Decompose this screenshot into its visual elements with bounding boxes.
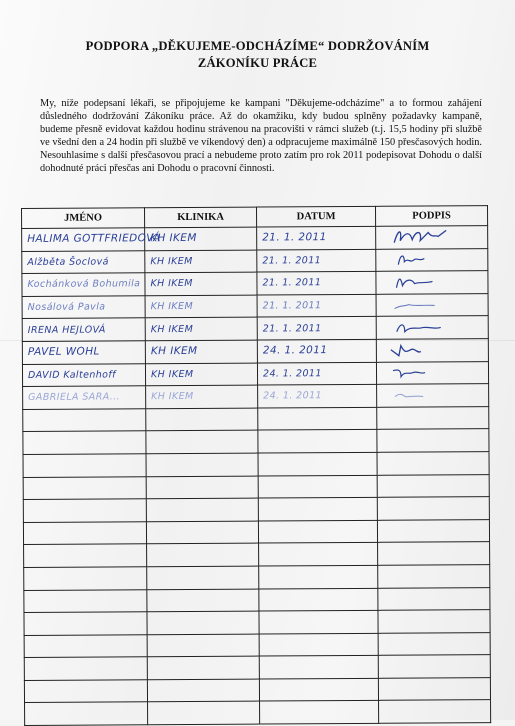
empty-cell [377, 452, 489, 475]
empty-cell [146, 521, 258, 544]
row-clinic: KH IKEM [150, 368, 194, 381]
row-date: 21. 1. 2011 [262, 231, 327, 244]
empty-table-row [23, 406, 489, 431]
row-clinic: KH IKEM [150, 323, 194, 335]
empty-cell [378, 610, 490, 633]
row-name: GABRIELA SARA... [28, 391, 121, 404]
empty-cell [258, 407, 377, 430]
signature [377, 384, 489, 407]
table-row [22, 339, 488, 364]
empty-cell [377, 429, 489, 452]
empty-cell [147, 679, 259, 702]
empty-cell [378, 565, 490, 588]
title-line-2: ZÁKONÍKU PRÁCE [197, 56, 318, 70]
empty-cell [259, 656, 378, 679]
empty-cell [23, 499, 146, 522]
empty-cell [259, 565, 378, 588]
empty-cell [23, 408, 146, 431]
signature [376, 361, 488, 384]
empty-cell [148, 702, 260, 725]
header-klinika: KLINIKA [145, 207, 257, 228]
empty-cell [258, 452, 377, 475]
table-header-row [22, 206, 488, 229]
row-name: Kochánková Bohumila [27, 278, 141, 291]
empty-cell [147, 656, 259, 679]
empty-table-row [24, 542, 490, 567]
empty-cell [258, 520, 377, 543]
empty-cell [147, 543, 259, 566]
empty-table-row [24, 610, 490, 635]
empty-table-row [23, 519, 489, 544]
empty-cell [147, 566, 259, 589]
empty-cell [377, 406, 489, 429]
empty-table-row [23, 429, 489, 454]
row-name: IRENA HEJLOVÁ [27, 324, 106, 336]
empty-table-row [24, 587, 490, 612]
empty-cell [379, 700, 491, 723]
empty-table-row [24, 678, 490, 703]
empty-cell [259, 678, 378, 701]
signature [376, 339, 488, 362]
row-date: 21. 1. 2011 [262, 277, 322, 290]
row-clinic: KH IKEM [150, 232, 197, 245]
row-name: Nosálová Pavla [27, 301, 106, 314]
empty-cell [378, 632, 490, 655]
petition-paragraph: My, níže podepsaní lékaři, se připojujeme ke kampani "Děkujeme-odcházíme" a to formou zahájení důsledného dodržování Zákoníku práce. Až do okamžiku, kdy budou splněny požadavky kampaně, budeme přesně evidovat každou hodinu strávenou na pracovišti v rámci služeb (t.j. 15,5 hodiny při službě ve všední den a 24 hodin při službě ve víkendový den) a odpracujeme maximálně 150 přesčasových hodin. Nesouhlasíme s další přesčasovou prací a nebudeme proto zatím pro rok 2011 podepisovat Dohodu o další dohodnuté práci přesčas ani Dohodu o pracovní činnosti. [40, 98, 482, 175]
empty-cell [260, 701, 379, 724]
empty-cell [25, 702, 148, 725]
empty-cell [378, 587, 490, 610]
table-row [22, 316, 488, 341]
empty-cell [23, 521, 146, 544]
empty-cell [377, 519, 489, 542]
empty-cell [146, 430, 258, 453]
row-clinic: KH IKEM [150, 301, 194, 313]
empty-cell [259, 633, 378, 656]
empty-cell [24, 544, 147, 567]
row-date: 24. 1. 2011 [262, 368, 322, 380]
empty-cell [258, 497, 377, 520]
row-date: 21. 1. 2011 [262, 300, 322, 312]
empty-cell [23, 476, 146, 499]
empty-cell [259, 543, 378, 566]
empty-cell [24, 589, 147, 612]
petition-text [40, 97, 482, 176]
empty-cell [259, 588, 378, 611]
row-clinic: KH IKEM [151, 391, 194, 403]
table-row [22, 226, 488, 251]
title-line-1: PODPORA „DĚKUJEME-ODCHÁZÍME“ DODRŽOVÁNÍM [85, 39, 430, 53]
table-row [22, 361, 488, 386]
table-row [22, 248, 488, 273]
empty-cell [146, 408, 258, 431]
empty-cell [23, 454, 146, 477]
signature [376, 271, 488, 294]
signature-table [21, 205, 491, 726]
table-row [22, 271, 488, 296]
empty-cell [24, 657, 147, 680]
row-date: 24. 1. 2011 [262, 344, 328, 357]
empty-cell [378, 655, 490, 678]
table-row [23, 384, 489, 409]
signature-sheet [21, 205, 491, 726]
empty-cell [147, 611, 259, 634]
empty-cell [378, 678, 490, 701]
empty-cell [378, 542, 490, 565]
empty-cell [377, 497, 489, 520]
empty-cell [259, 610, 378, 633]
header-podpis: PODPIS [375, 206, 487, 227]
signature [376, 248, 488, 271]
empty-cell [258, 430, 377, 453]
row-name: Alžběta Šoclová [27, 256, 109, 268]
empty-cell [147, 589, 259, 612]
header-datum: DATUM [256, 206, 375, 227]
empty-cell [24, 567, 147, 590]
empty-table-row [24, 565, 490, 590]
signature [376, 226, 488, 249]
row-clinic: KH IKEM [150, 255, 193, 268]
empty-table-row [23, 497, 489, 522]
row-date: 21. 1. 2011 [262, 322, 322, 335]
row-name: PAVEL WOHL [27, 345, 100, 359]
empty-table-row [23, 452, 489, 477]
row-name: HALIMA GOTTFRIEDOVÁ [27, 232, 161, 246]
empty-table-row [23, 474, 489, 499]
empty-cell [258, 475, 377, 498]
row-date: 24. 1. 2011 [263, 390, 322, 402]
document-title [0, 38, 515, 72]
empty-cell [147, 634, 259, 657]
signature [376, 316, 488, 339]
empty-cell [146, 453, 258, 476]
header-jmeno: JMÉNO [22, 208, 145, 229]
empty-table-row [24, 632, 490, 657]
row-clinic: KH IKEM [150, 345, 198, 358]
signature [376, 293, 488, 316]
empty-cell [146, 476, 258, 499]
empty-table-row [24, 655, 490, 680]
row-date: 21. 1. 2011 [262, 255, 322, 267]
empty-cell [146, 498, 258, 521]
row-name: DAVID Kaltenhoff [27, 369, 116, 381]
empty-table-row [25, 700, 491, 725]
empty-cell [23, 431, 146, 454]
table-row [22, 293, 488, 318]
empty-cell [24, 612, 147, 635]
empty-cell [24, 680, 147, 703]
empty-cell [24, 634, 147, 657]
empty-cell [377, 474, 489, 497]
row-clinic: KH IKEM [150, 278, 193, 290]
